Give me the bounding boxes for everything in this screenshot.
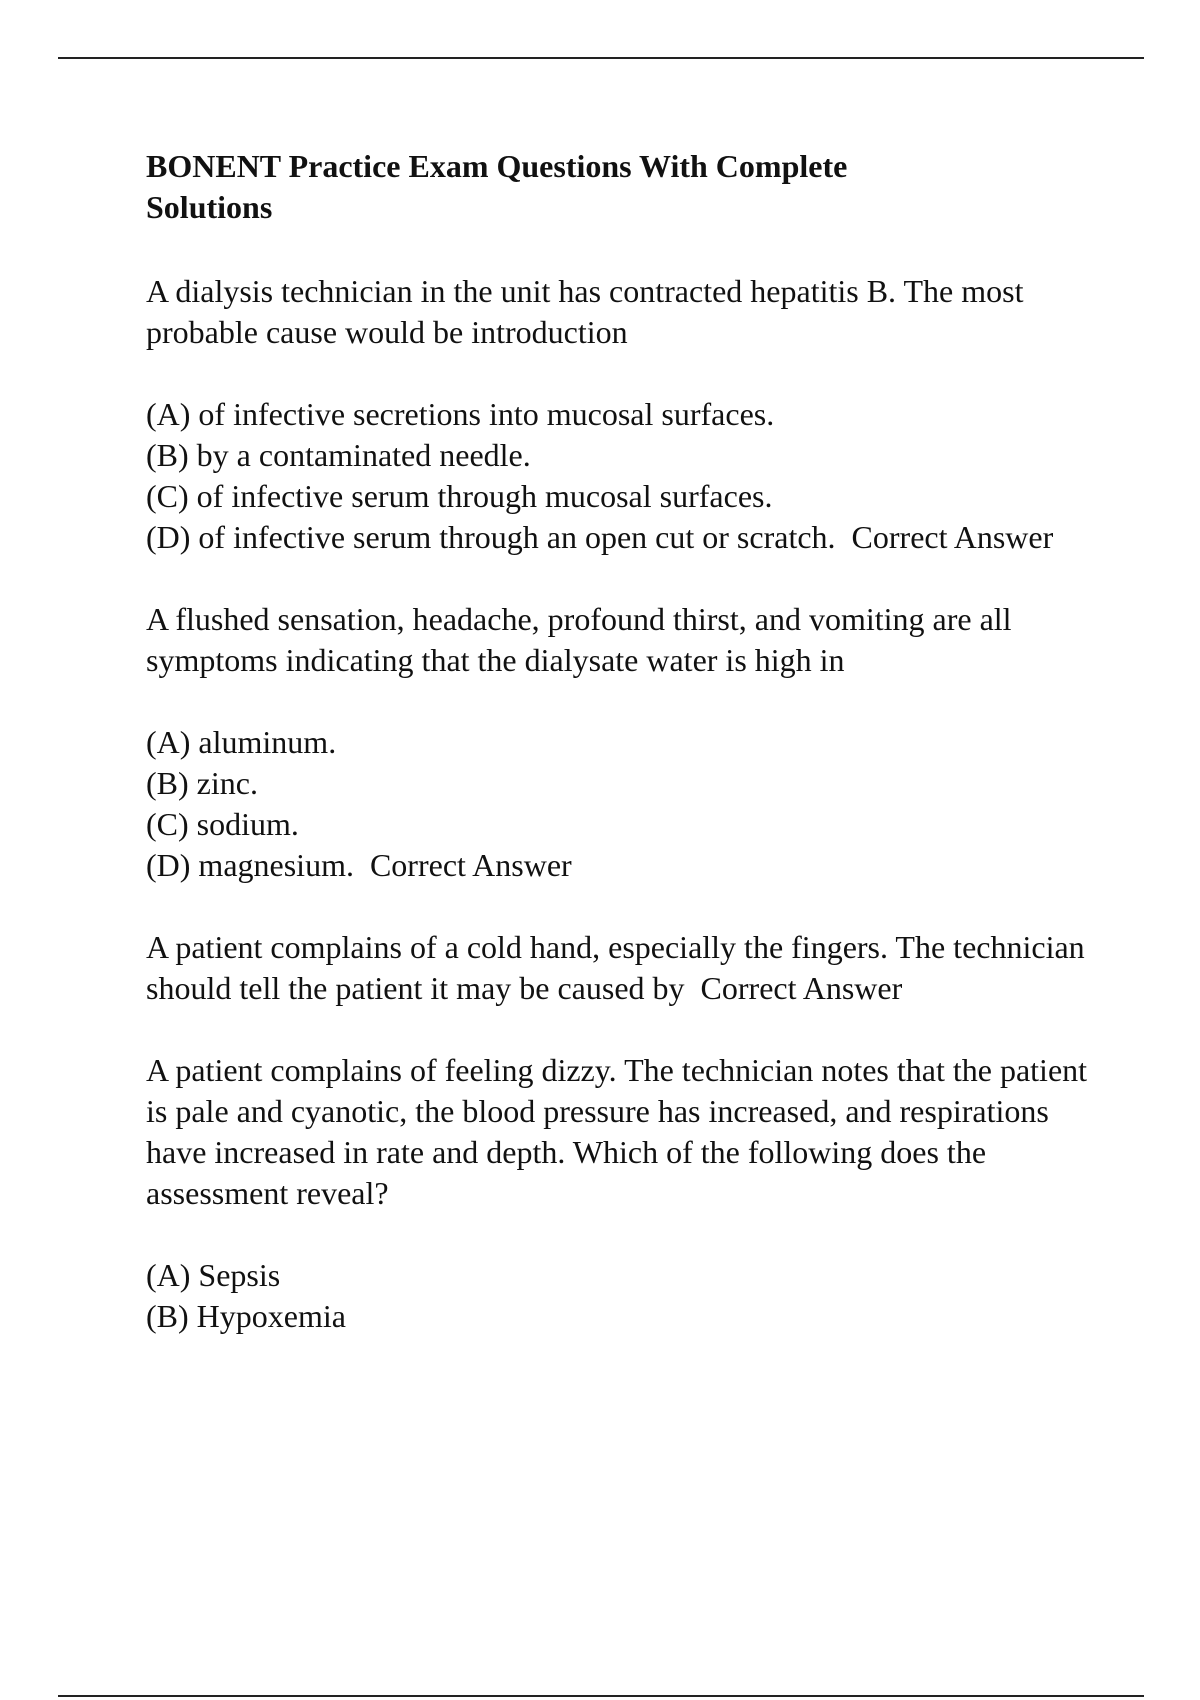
question-stem: A dialysis technician in the unit has contracted hepatitis B. The most probable cause would be introduction xyxy=(146,273,1032,350)
option-d: (D) of infective serum through an open cut or scratch. Correct Answer xyxy=(146,519,1054,555)
document-body xyxy=(146,146,1106,1378)
answer-options xyxy=(146,394,1106,558)
question-stem: A flushed sensation, headache, profound thirst, and vomiting are all symptoms indicating that the dialysate water is high in xyxy=(146,601,1020,678)
question-3 xyxy=(146,927,1106,1009)
option-b: (B) zinc. xyxy=(146,765,258,801)
question-2 xyxy=(146,599,1106,886)
option-b: (B) Hypoxemia xyxy=(146,1298,346,1334)
option-b: (B) by a contaminated needle. xyxy=(146,437,531,473)
option-d: (D) magnesium. Correct Answer xyxy=(146,847,572,883)
question-4 xyxy=(146,1050,1106,1337)
option-c: (C) of infective serum through mucosal surfaces. xyxy=(146,478,773,514)
question-stem: A patient complains of feeling dizzy. The technician notes that the patient is pale and cyanotic, the blood pressure has increased, and respirations have increased in rate and depth. Which of the following does the assessment reveal? xyxy=(146,1052,1096,1211)
document-title: BONENT Practice Exam Questions With Complete Solutions xyxy=(146,148,848,225)
option-a: (A) aluminum. xyxy=(146,724,337,760)
answer-options xyxy=(146,1255,1106,1337)
header-rule xyxy=(58,57,1144,59)
footer-rule xyxy=(58,1695,1144,1697)
answer-options xyxy=(146,722,1106,886)
option-a: (A) of infective secretions into mucosal surfaces. xyxy=(146,396,775,432)
option-a: (A) Sepsis xyxy=(146,1257,281,1293)
option-c: (C) sodium. xyxy=(146,806,299,842)
question-1 xyxy=(146,271,1106,558)
question-stem: A patient complains of a cold hand, especially the fingers. The technician should tell the patient it may be caused by Correct Answer xyxy=(146,929,1093,1006)
